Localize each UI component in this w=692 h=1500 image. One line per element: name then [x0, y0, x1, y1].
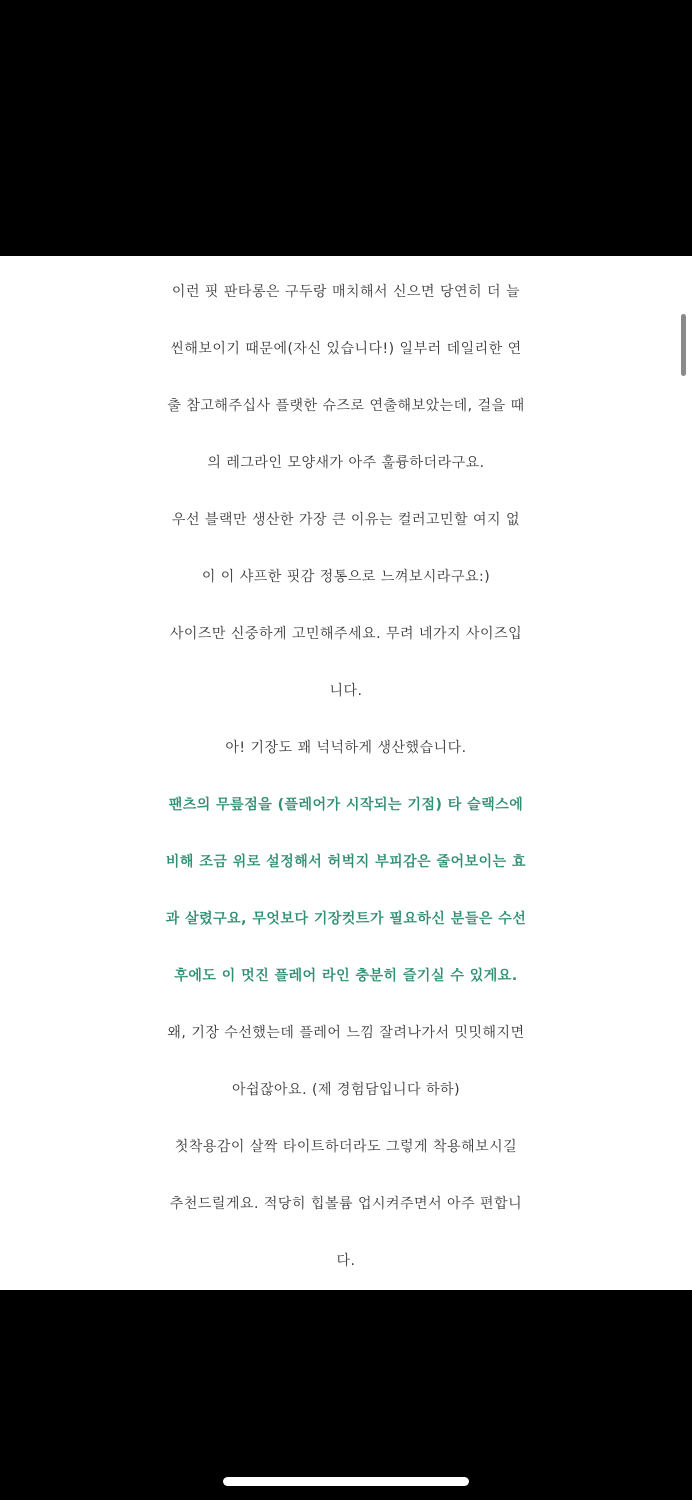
- product-description-text: [0, 264, 692, 1290]
- description-line: 다.: [336, 1253, 356, 1269]
- home-indicator-bar[interactable]: [223, 1477, 469, 1486]
- description-line: 왜, 기장 수선했는데 플레어 느낌 잘려나가서 밋밋해지면: [167, 1025, 525, 1041]
- highlighted-description-line: 후에도 이 멋진 플레어 라인 충분히 즐기실 수 있게요.: [174, 968, 518, 984]
- description-line: 아! 기장도 꽤 넉넉하게 생산했습니다.: [225, 740, 467, 756]
- description-line: 씬해보이기 때문에(자신 있습니다!) 일부러 데일리한 연: [170, 341, 522, 357]
- highlighted-description-line: 비해 조금 위로 설정해서 허벅지 부피감은 줄어보이는 효: [165, 854, 527, 870]
- description-line: 사이즈만 신중하게 고민해주세요. 무려 네가지 사이즈입: [169, 626, 523, 642]
- scroll-indicator[interactable]: [681, 314, 686, 376]
- highlighted-description-line: 과 살렸구요, 무엇보다 기장컷트가 필요하신 분들은 수선: [165, 911, 527, 927]
- description-line: 출 참고해주십사 플랫한 슈즈로 연출해보았는데, 걸을 때: [167, 398, 525, 414]
- description-line: 이런 핏 판타롱은 구두랑 매치해서 신으면 당연히 더 늘: [171, 284, 521, 300]
- description-line: 첫착용감이 살짝 타이트하더라도 그렇게 착용해보시길: [174, 1139, 518, 1155]
- description-line: 이 이 샤프한 핏감 정통으로 느껴보시라구요:): [201, 569, 491, 585]
- description-line: 의 레그라인 모양새가 아주 훌륭하더라구요.: [207, 455, 485, 471]
- description-line: 니다.: [329, 683, 363, 699]
- description-line: 우선 블랙만 생산한 가장 큰 이유는 컬러고민할 여지 없: [171, 512, 521, 528]
- description-line: 아쉽잖아요. (제 경험담입니다 하하): [231, 1082, 461, 1098]
- description-line: 추천드릴게요. 적당히 힙볼륨 업시켜주면서 아주 편합니: [169, 1196, 523, 1212]
- product-description-panel[interactable]: [0, 256, 692, 1290]
- highlighted-description-line: 팬츠의 무릎점을 (플레어가 시작되는 기점) 타 슬랙스에: [168, 797, 524, 813]
